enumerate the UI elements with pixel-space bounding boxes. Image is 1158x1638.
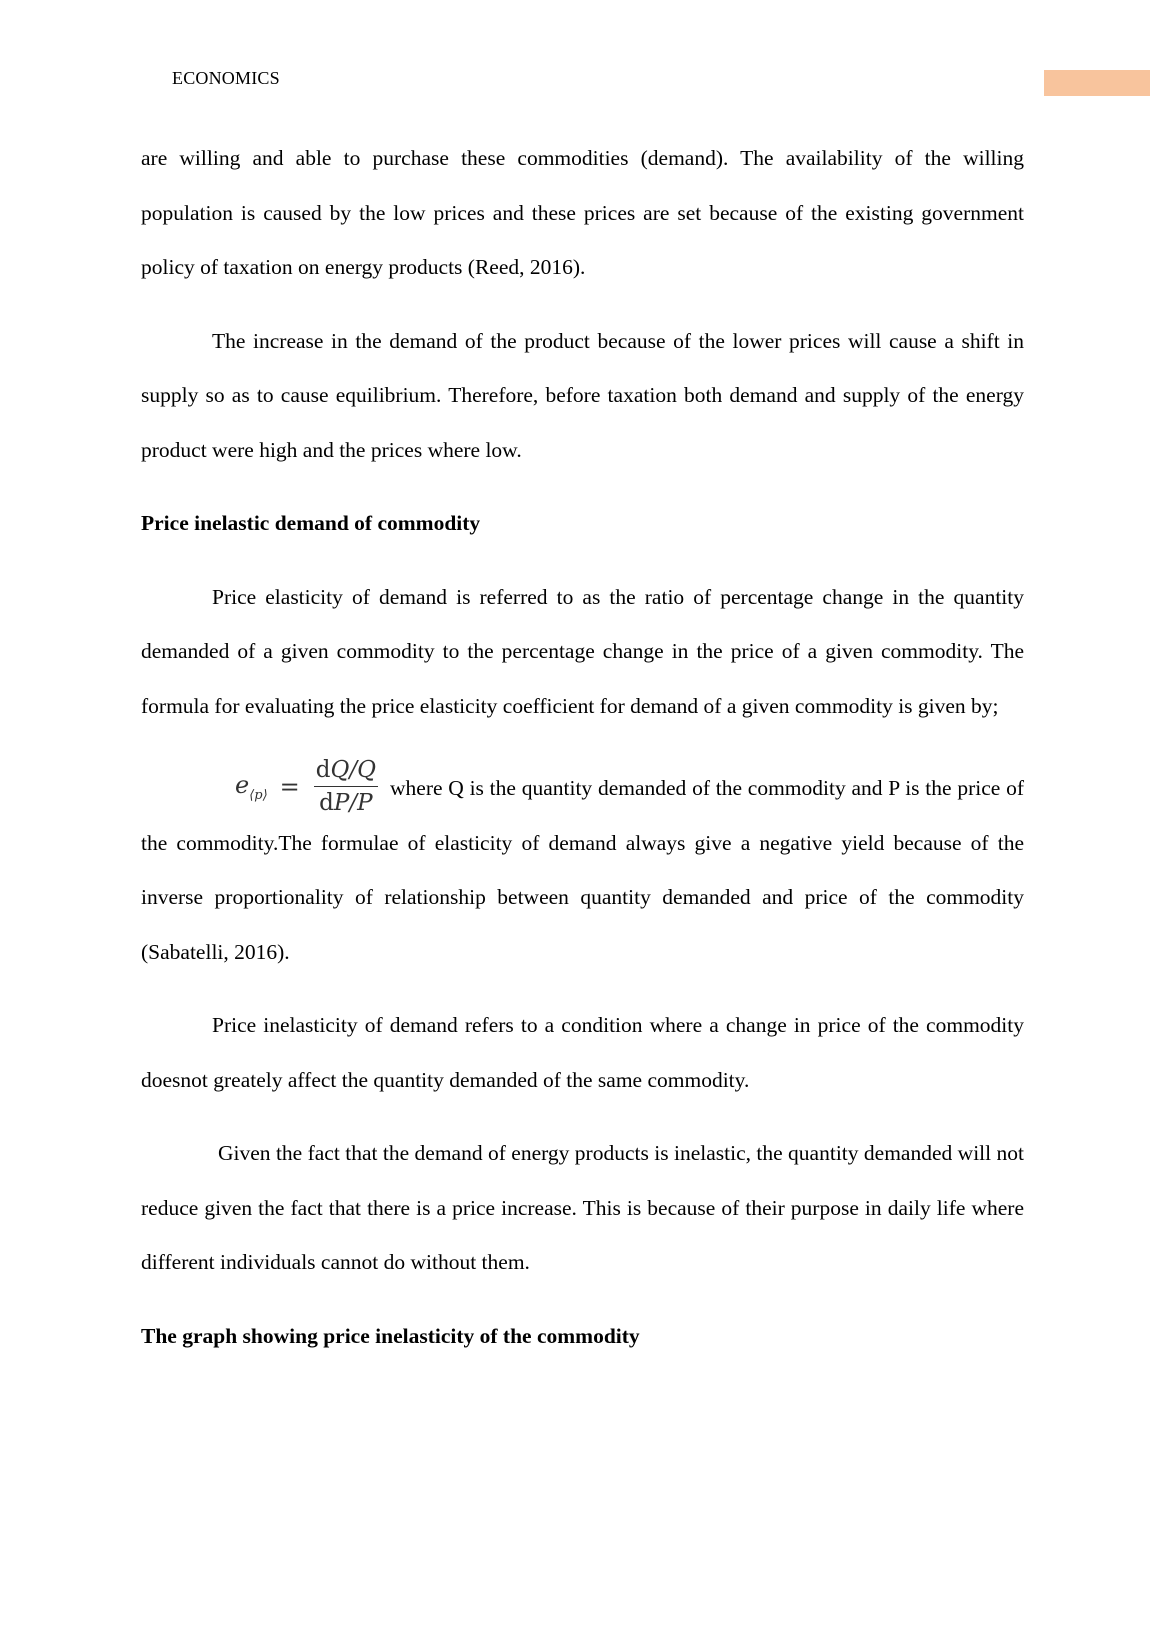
formula-numerator: dQ/Q xyxy=(314,757,378,787)
formula-denominator: dP/P xyxy=(319,790,373,816)
formula-block xyxy=(141,757,1024,979)
paragraph-1: are willing and able to purchase these commodities (demand). The availability of the willing population is caused by the low prices and these prices are set because of the existing government policy of taxation on energy products (Reed, 2016). xyxy=(141,146,1024,279)
paragraph-5: Price inelasticity of demand refers to a condition where a change in price of the commodity doesnot greately affect the quantity demanded of the same commodity. xyxy=(141,1013,1024,1092)
running-head: ECONOMICS xyxy=(172,68,280,88)
paragraph-2: The increase in the demand of the product because of the lower prices will cause a shift in supply so as to cause equilibrium. Therefore, before taxation both demand and supply of the energy product were high and the prices where low. xyxy=(141,328,1024,462)
section-heading-price-inelastic: Price inelastic demand of commodity xyxy=(141,511,481,535)
section-heading-graph: The graph showing price inelasticity of the commodity xyxy=(141,1323,640,1348)
formula-equals: = xyxy=(279,772,300,801)
paragraph-6: Given the fact that the demand of energy products is inelastic, the quantity demanded will not reduce given the fact that there is a price increase. This is because of their purpose in daily life where different individuals cannot do without them. xyxy=(141,1141,1024,1274)
header-accent-bar xyxy=(1044,70,1150,96)
formula-lhs: $e_{⟨p⟩}$ xyxy=(235,770,268,803)
paragraph-3: Price elasticity of demand is referred to as the ratio of percentage change in the quantity demanded of a given commodity to the percentage change in the price of a given commodity. The formula for evaluating the price elasticity coefficient for demand of a given commodity is given by; xyxy=(141,584,1024,718)
formula-fraction xyxy=(314,757,378,816)
elasticity-formula xyxy=(235,757,378,816)
document-body xyxy=(141,131,1024,1382)
paragraph-4: where Q is the quantity demanded of the commodity and P is the price of the commodity.The formulae of elasticity of demand always give a negative yield because of the inverse proportionality of relationship between quantity demanded and price of the commodity (Sabatelli, 2016). xyxy=(141,776,1024,964)
